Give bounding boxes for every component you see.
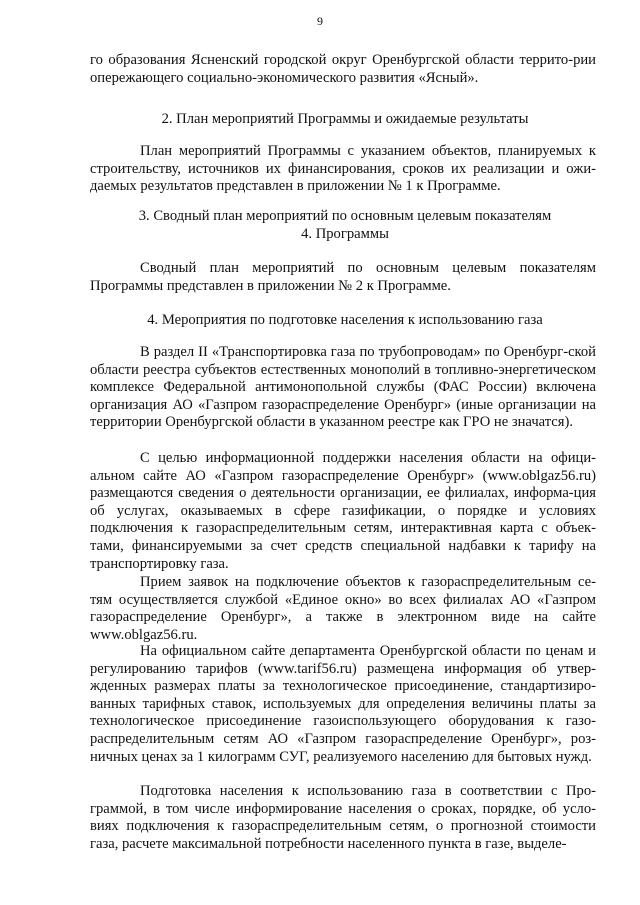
section-4-paragraph-5: Подготовка населения к использованию газа в соответствии с Про-граммой, в том числе информирование населения о сроках, порядке, об усло-виях подключения к газораспределительным сетям, о прогнозной стоимости газа, расчете максимальной потребности населенного пункта в газе, выделе- bbox=[90, 783, 596, 852]
section-4-paragraph-2: С целью информационной поддержки населения области на офици-альном сайте АО «Газпром газораспределение Оренбург» (www.oblgaz56.ru) размещаются сведения о деятельности организации, ее филиалах, информа-ция об услугах, оказываемых в сфере газификации, о порядке и условиях подключения к газораспределительным сетям, интерактивная карта с объек-тами, финансируемыми за счет средств специальной надбавки к тарифу на транспортировку газа. bbox=[90, 450, 596, 572]
section-2-paragraph: План мероприятий Программы с указанием объектов, планируемых к строительству, источников их финансирования, сроков их реализации и ожи-даемых результатов представлен в приложении № 1 к Программе. bbox=[90, 143, 596, 195]
section-3-heading-line-2: 4. Программы bbox=[301, 226, 389, 242]
section-4-paragraph-1: В раздел II «Транспортировка газа по трубопроводам» по Оренбург-ской области реестра субъектов естественных монополий в топливно-энергетическом комплексе Федеральной антимонопольной службы (ФАС России) включена организация АО «Газпром газораспределение Оренбург» (иные организации на территории Оренбургской области в указанном реестре как ГРО не значатся). bbox=[90, 344, 596, 431]
section-3-heading-line-1: 3. Сводный план мероприятий по основным целевым показателям bbox=[138, 208, 552, 224]
continuation-paragraph: го образования Ясненский городской округ Оренбургской области террито-рии опережающего социально-экономического развития «Ясный». bbox=[90, 52, 596, 86]
section-4-paragraph-4: На официальном сайте департамента Оренбургской области по ценам и регулированию тарифов (www.tarif56.ru) размещена информация об утвер-жденных размерах платы за технологическое присоединение, стандартизиро-ванных тарифных ставок, используемых для определения величины платы за технологическое присоединение газоиспользующего оборудования к газо-распределительным сетям АО «Газпром газораспределение Оренбург», роз-ничных ценах за 1 килограмм СУГ, реализуемого населению для бытовых нужд. bbox=[90, 643, 596, 765]
section-4-paragraph-3: Прием заявок на подключение объектов к газораспределительным се-тям осуществляется службой «Единое окно» во всех филиалах АО «Газпром газораспределение Оренбург», а также в электронном виде на сайте www.oblgaz56.ru. bbox=[90, 574, 596, 643]
section-2-heading: 2. План мероприятий Программы и ожидаемые результаты bbox=[161, 111, 529, 127]
section-3-paragraph: Сводный план мероприятий по основным целевым показателям Программы представлен в приложении № 2 к Программе. bbox=[90, 260, 596, 294]
section-4-heading: 4. Мероприятия по подготовке населения к использованию газа bbox=[147, 312, 543, 328]
page-number: 9 bbox=[317, 14, 323, 28]
